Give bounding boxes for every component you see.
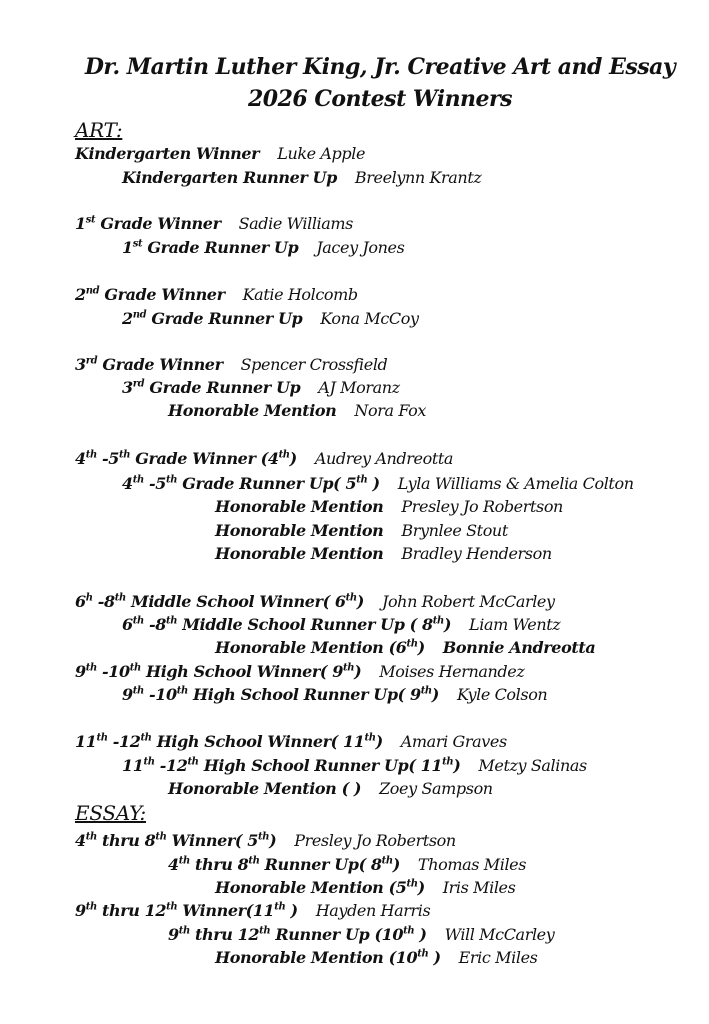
entry-name: Jacey Jones: [316, 238, 405, 257]
entry-label: Honorable Mention: [168, 401, 337, 420]
entry-name: Audrey Andreotta: [314, 449, 454, 468]
entry-name: Kona McCoy: [320, 309, 419, 328]
entry-name: Will McCarley: [444, 925, 555, 944]
essay-section-heading: ESSAY:: [75, 801, 146, 825]
entry-label: Honorable Mention: [215, 521, 384, 540]
list-item: [215, 496, 563, 518]
entry-label: 9th -10th High School Winner( 9th): [75, 662, 362, 681]
entry-name: Amari Graves: [400, 732, 507, 751]
entry-name: Bonnie Andreotta: [442, 638, 596, 657]
list-item: [75, 354, 387, 376]
list-item: [122, 755, 587, 777]
list-item: [215, 947, 537, 969]
entry-label: 1st Grade Winner: [75, 214, 221, 233]
entry-name: AJ Moranz: [318, 378, 400, 397]
entry-label: 9th thru 12th Runner Up (10th ): [168, 925, 427, 944]
entry-name: Metzy Salinas: [478, 756, 587, 775]
entry-name: Lyla Williams & Amelia Colton: [397, 474, 634, 493]
entry-label: 9th thru 12th Winner(11th ): [75, 901, 298, 920]
document-title-line1: Dr. Martin Luther King, Jr. Creative Art and Essay: [84, 54, 676, 80]
list-item: [122, 614, 560, 636]
list-item: [168, 854, 526, 876]
entry-name: Liam Wentz: [469, 615, 561, 634]
list-item: [75, 900, 430, 922]
entry-name: John Robert McCarley: [381, 592, 555, 611]
entry-name: Moises Hernandez: [379, 662, 525, 681]
entry-name: Brynlee Stout: [401, 521, 508, 540]
list-item: [75, 661, 524, 683]
entry-label: 3rd Grade Winner: [75, 355, 223, 374]
entry-name: Bradley Henderson: [401, 544, 552, 563]
entry-label: 11th -12th High School Winner( 11th): [75, 732, 383, 751]
entry-label: Honorable Mention ( ): [168, 779, 362, 798]
list-item: [215, 520, 508, 542]
list-item: [122, 167, 481, 189]
entry-name: Eric Miles: [458, 948, 538, 967]
list-item: [122, 237, 404, 259]
list-item: [168, 924, 554, 946]
list-item: [75, 731, 507, 753]
entry-label: Honorable Mention: [215, 497, 384, 516]
entry-name: Luke Apple: [277, 144, 366, 163]
list-item: [215, 543, 552, 565]
art-section-heading: ART:: [75, 118, 123, 142]
list-item: [75, 284, 358, 306]
entry-name: Katie Holcomb: [242, 285, 358, 304]
list-item: [75, 830, 456, 852]
list-item: [168, 778, 493, 800]
entry-label: 4th thru 8th Winner( 5th): [75, 831, 277, 850]
entry-label: 4th -5th Grade Winner (4th): [75, 449, 297, 468]
entry-label: 4th -5th Grade Runner Up( 5th ): [122, 474, 380, 493]
list-item: [122, 473, 634, 495]
entry-label: 4th thru 8th Runner Up( 8th): [168, 855, 400, 874]
entry-name: Hayden Harris: [315, 901, 431, 920]
list-item: [122, 377, 400, 399]
entry-label: Kindergarten Runner Up: [122, 168, 337, 187]
entry-label: 9th -10th High School Runner Up( 9th): [122, 685, 439, 704]
list-item: [215, 637, 595, 659]
entry-label: Honorable Mention (6th): [215, 638, 425, 657]
entry-name: Sadie Williams: [238, 214, 353, 233]
list-item: [75, 448, 453, 470]
entry-label: Honorable Mention (10th ): [215, 948, 441, 967]
document-title-line2: 2026 Contest Winners: [247, 86, 513, 112]
entry-name: Breelynn Krantz: [354, 168, 482, 187]
entry-name: Kyle Colson: [456, 685, 548, 704]
entry-label: 2nd Grade Winner: [75, 285, 225, 304]
entry-name: Spencer Crossfield: [240, 355, 388, 374]
entry-label: 6$^h$ -8th Middle School Winner( 6th): [75, 592, 364, 611]
entry-label: 11th -12th High School Runner Up( 11th): [122, 756, 461, 775]
list-item: [215, 877, 515, 899]
entry-name: Presley Jo Robertson: [401, 497, 563, 516]
list-item: [168, 400, 426, 422]
entry-name: Nora Fox: [354, 401, 426, 420]
list-item: [122, 684, 547, 706]
entry-label: 1st Grade Runner Up: [122, 238, 299, 257]
entry-label: Honorable Mention (5th): [215, 878, 425, 897]
entry-name: Presley Jo Robertson: [294, 831, 456, 850]
entry-label: Kindergarten Winner: [75, 144, 260, 163]
entry-label: 2nd Grade Runner Up: [122, 309, 303, 328]
entry-name: Iris Miles: [442, 878, 516, 897]
list-item: [75, 213, 353, 235]
entry-label: 3rd Grade Runner Up: [122, 378, 301, 397]
entry-name: Thomas Miles: [417, 855, 527, 874]
entry-name: Zoey Sampson: [379, 779, 493, 798]
list-item: [122, 308, 419, 330]
entry-label: Honorable Mention: [215, 544, 384, 563]
entry-label: 6th -8th Middle School Runner Up ( 8th): [122, 615, 451, 634]
list-item: [75, 143, 365, 165]
list-item: [75, 591, 555, 613]
